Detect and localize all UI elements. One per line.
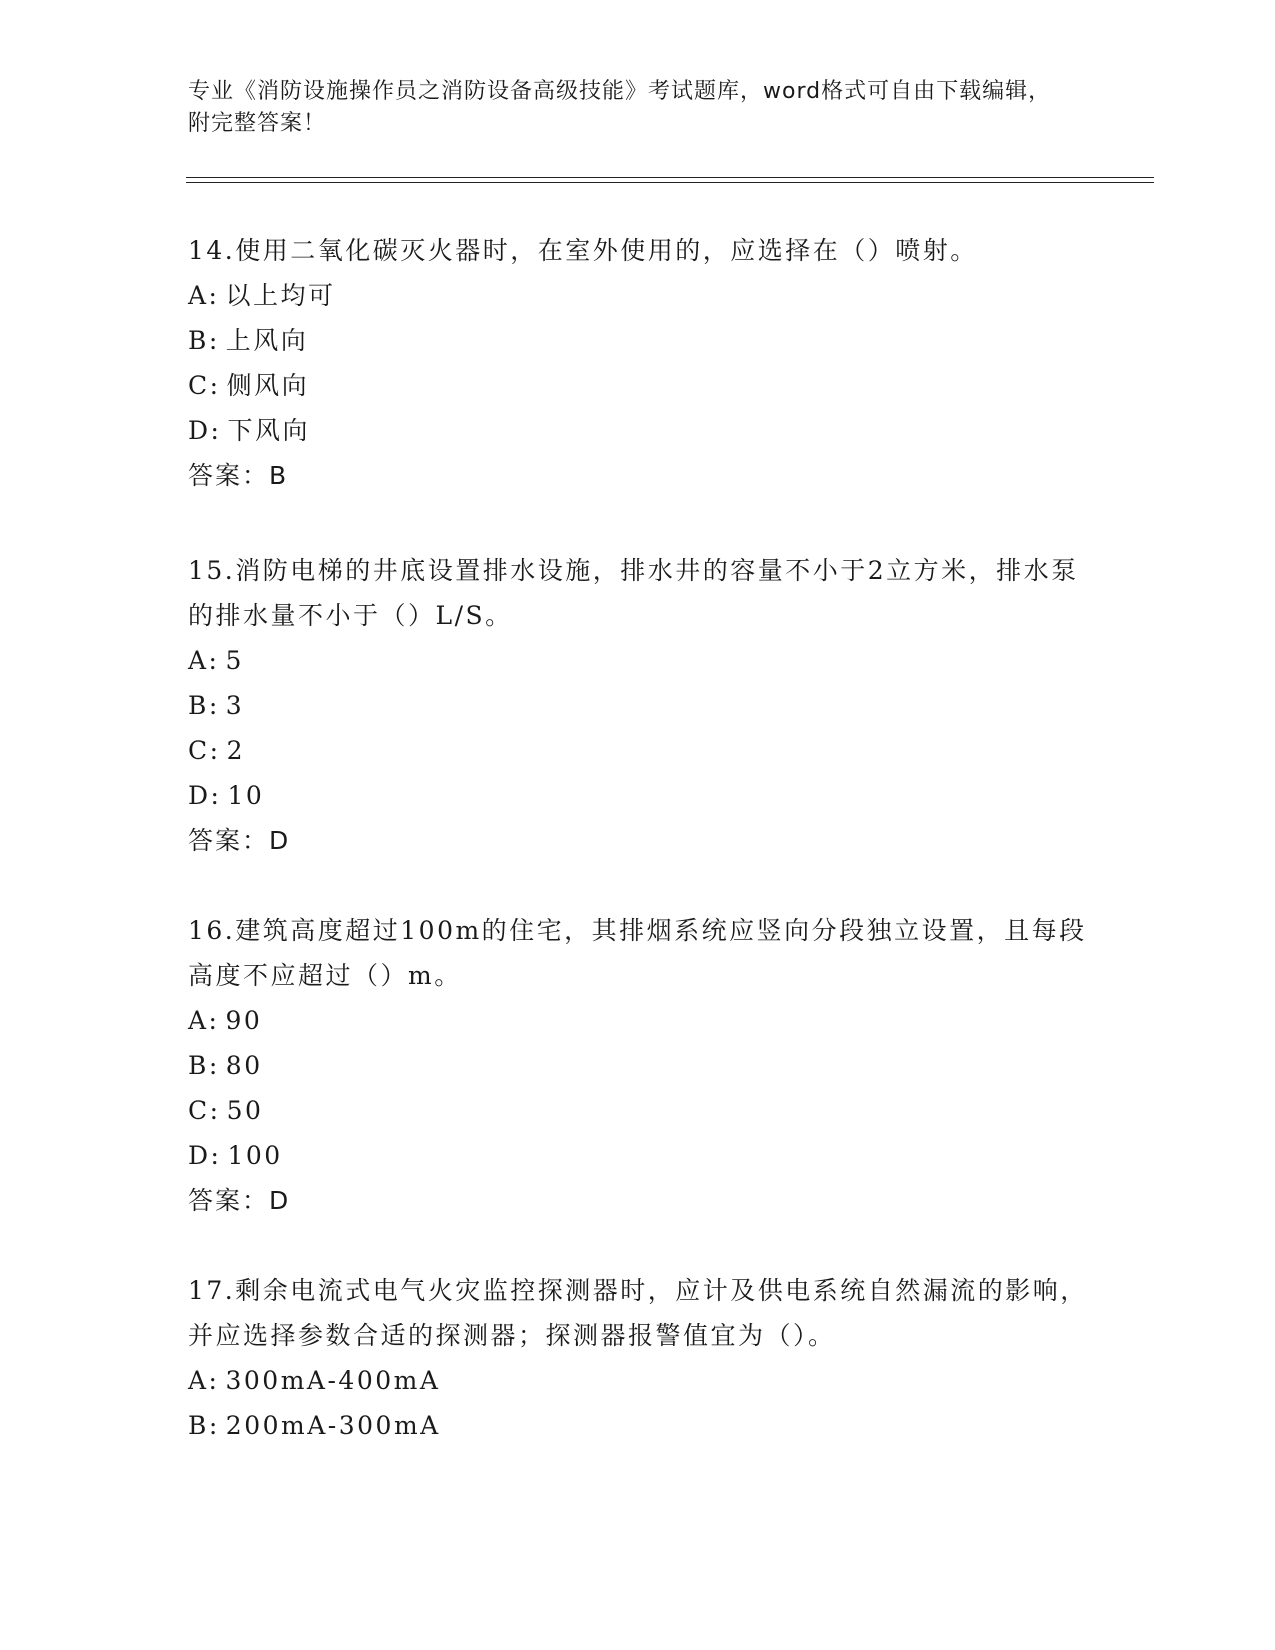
option-text: 3: [225, 691, 245, 720]
option-b: [188, 1043, 1088, 1088]
option-text: 以上均可: [225, 281, 336, 310]
option-a: [188, 1358, 1088, 1403]
option-letter: B:: [188, 1051, 220, 1080]
option-letter: A:: [188, 281, 220, 310]
question-stem: 14.使用二氧化碳灭火器时，在室外使用的，应选择在（）喷射。: [188, 236, 978, 265]
question-14: [188, 228, 1088, 498]
option-letter: A:: [188, 1006, 220, 1035]
question-stem: 16.建筑高度超过100m的住宅，其排烟系统应竖向分段独立设置，且每段高度不应超过（）m。: [188, 916, 1087, 990]
option-text: 下风向: [227, 416, 310, 445]
option-b: [188, 683, 1088, 728]
option-text: 10: [227, 781, 265, 810]
option-text: 100: [227, 1141, 283, 1170]
option-letter: C:: [188, 371, 221, 400]
option-text: 5: [225, 646, 244, 675]
question-15: [188, 548, 1088, 863]
option-c: [188, 1088, 1088, 1133]
option-d: [188, 408, 1088, 453]
option-text: 2: [226, 736, 245, 765]
option-d: [188, 773, 1088, 818]
option-a: [188, 998, 1088, 1043]
option-letter: B:: [188, 1411, 220, 1440]
option-letter: B:: [188, 326, 220, 355]
answer-line: 答案：D: [188, 826, 291, 855]
option-letter: A:: [188, 646, 220, 675]
option-letter: C:: [188, 736, 221, 765]
option-text: 80: [225, 1051, 263, 1080]
option-text: 50: [226, 1096, 264, 1125]
option-c: [188, 363, 1088, 408]
question-stem: 17.剩余电流式电气火灾监控探测器时，应计及供电系统自然漏流的影响，并应选择参数合适的探测器；探测器报警值宜为（）。: [188, 1276, 1088, 1350]
option-letter: D:: [188, 781, 222, 810]
option-text: 侧风向: [226, 371, 310, 400]
option-letter: C:: [188, 1096, 221, 1125]
header-double-rule: [186, 177, 1154, 183]
option-letter: B:: [188, 691, 220, 720]
answer-line: 答案：B: [188, 461, 289, 490]
option-d: [188, 1133, 1088, 1178]
option-letter: D:: [188, 1141, 222, 1170]
option-text: 90: [225, 1006, 263, 1035]
document-header: 专业《消防设施操作员之消防设备高级技能》考试题库，word格式可自由下载编辑，附完整答案！: [188, 79, 1052, 136]
option-a: [188, 273, 1088, 318]
option-text: 200mA-300mA: [225, 1411, 441, 1440]
option-letter: D:: [188, 416, 222, 445]
option-letter: A:: [188, 1366, 220, 1395]
option-b: [188, 318, 1088, 363]
answer-line: 答案：D: [188, 1186, 291, 1215]
option-a: [188, 638, 1088, 683]
question-16: [188, 908, 1088, 1223]
question-17: [188, 1268, 1088, 1448]
option-text: 上风向: [225, 326, 309, 355]
option-c: [188, 728, 1088, 773]
option-text: 300mA-400mA: [225, 1366, 441, 1395]
question-stem: 15.消防电梯的井底设置排水设施，排水井的容量不小于2立方米，排水泵的排水量不小于（）L/S。: [188, 556, 1079, 630]
option-b: [188, 1403, 1088, 1448]
